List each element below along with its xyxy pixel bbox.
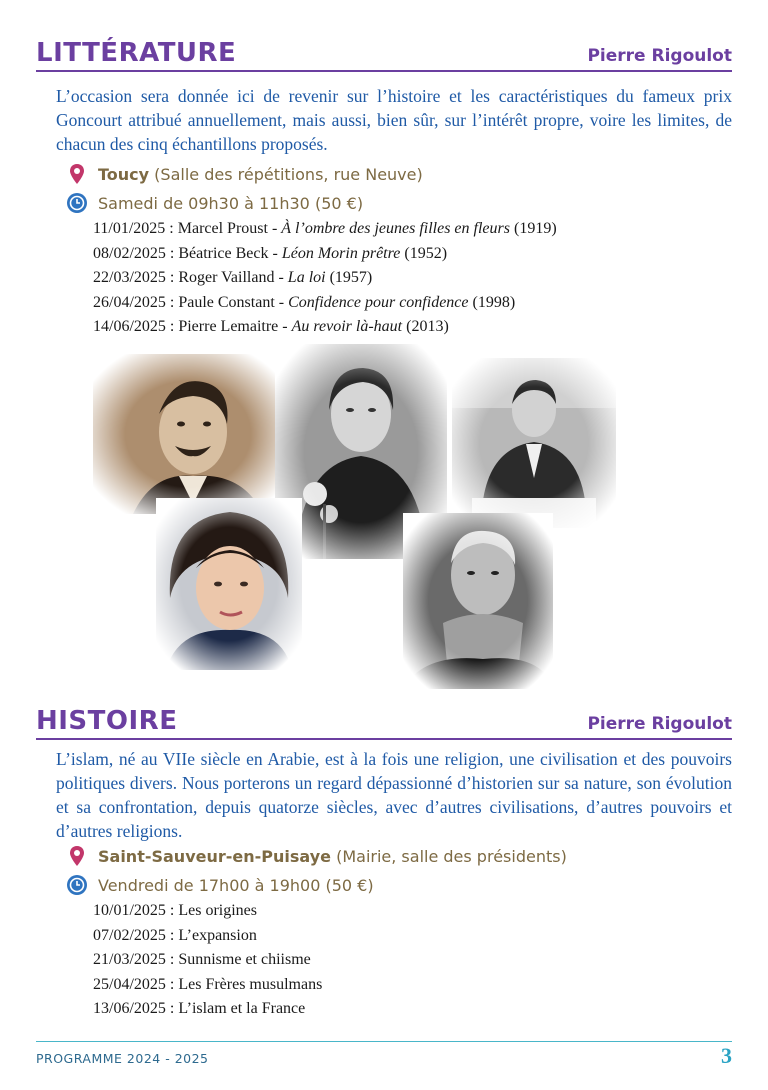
map-pin-icon [66, 163, 88, 185]
footer-divider [36, 1041, 732, 1042]
history-sessions [93, 899, 322, 1022]
author-photo-vailland [452, 358, 616, 528]
author-photo-constant [156, 498, 302, 670]
footer-program: PROGRAMME 2024 - 2025 [36, 1051, 209, 1066]
list-item: 08/02/2025 : Béatrice Beck - Léon Morin prêtre (1952) [93, 244, 448, 262]
clock-icon [66, 192, 88, 214]
author-photo-proust [93, 354, 283, 514]
history-location [66, 843, 567, 869]
history-place-name: Saint-Sauveur-en-Puisaye [98, 846, 331, 866]
history-header [36, 704, 732, 740]
list-item: 14/06/2025 : Pierre Lemaitre - Au revoir là-haut (2013) [93, 318, 449, 335]
list-item: 26/04/2025 : Paule Constant - Confidence pour confidence (1998) [93, 293, 516, 311]
list-item: 07/02/2025 : L’expansion [93, 926, 257, 944]
history-author: Pierre Rigoulot [587, 714, 732, 734]
history-schedule-text: Vendredi de 17h00 à 19h00 (50 €) [98, 875, 374, 895]
page-number: 3 [721, 1043, 732, 1068]
history-place-detail: (Mairie, salle des présidents) [331, 846, 567, 866]
literature-location [66, 161, 423, 187]
literature-intro: L’occasion sera donnée ici de revenir sur l’histoire et les caractéristiques du fameux prix Goncourt attribué annuellement, mais aussi, bien sûr, sur l’intérêt propre, voire les limites, de chacun des cinq échantillons proposés. [56, 86, 732, 154]
literature-title: LITTÉRATURE [36, 38, 237, 68]
literature-sessions [93, 217, 557, 340]
clock-icon [66, 874, 88, 896]
literature-schedule-text: Samedi de 09h30 à 11h30 (50 €) [98, 193, 364, 213]
history-intro: L’islam, né au VIIe siècle en Arabie, est à la fois une religion, une civilisation et des pouvoirs politiques divers. Nous porterons un regard dépassionné d’historien sur sa nature, son évolution et sa confrontation, depuis quatorze siècles, avec d’autres civilisations, d’autres pouvoirs et d’autres religions. [56, 749, 732, 841]
list-item: 13/06/2025 : L’islam et la France [93, 1000, 306, 1017]
list-item: 22/03/2025 : Roger Vailland - La loi (1957) [93, 269, 373, 286]
literature-header [36, 36, 732, 72]
list-item: 11/01/2025 : Marcel Proust - À l’ombre des jeunes filles en fleurs (1919) [93, 220, 557, 237]
literature-place-detail: (Salle des répétitions, rue Neuve) [149, 164, 423, 184]
list-item: 21/03/2025 : Sunnisme et chiisme [93, 951, 311, 968]
literature-schedule [66, 190, 363, 216]
list-item: 25/04/2025 : Les Frères musulmans [93, 975, 323, 993]
history-title: HISTOIRE [36, 706, 178, 736]
literature-place-name: Toucy [98, 164, 150, 184]
author-photo-lemaitre [403, 513, 553, 689]
list-item: 10/01/2025 : Les origines [93, 902, 257, 919]
map-pin-icon [66, 845, 88, 867]
history-schedule [66, 872, 374, 898]
literature-author: Pierre Rigoulot [587, 46, 732, 66]
